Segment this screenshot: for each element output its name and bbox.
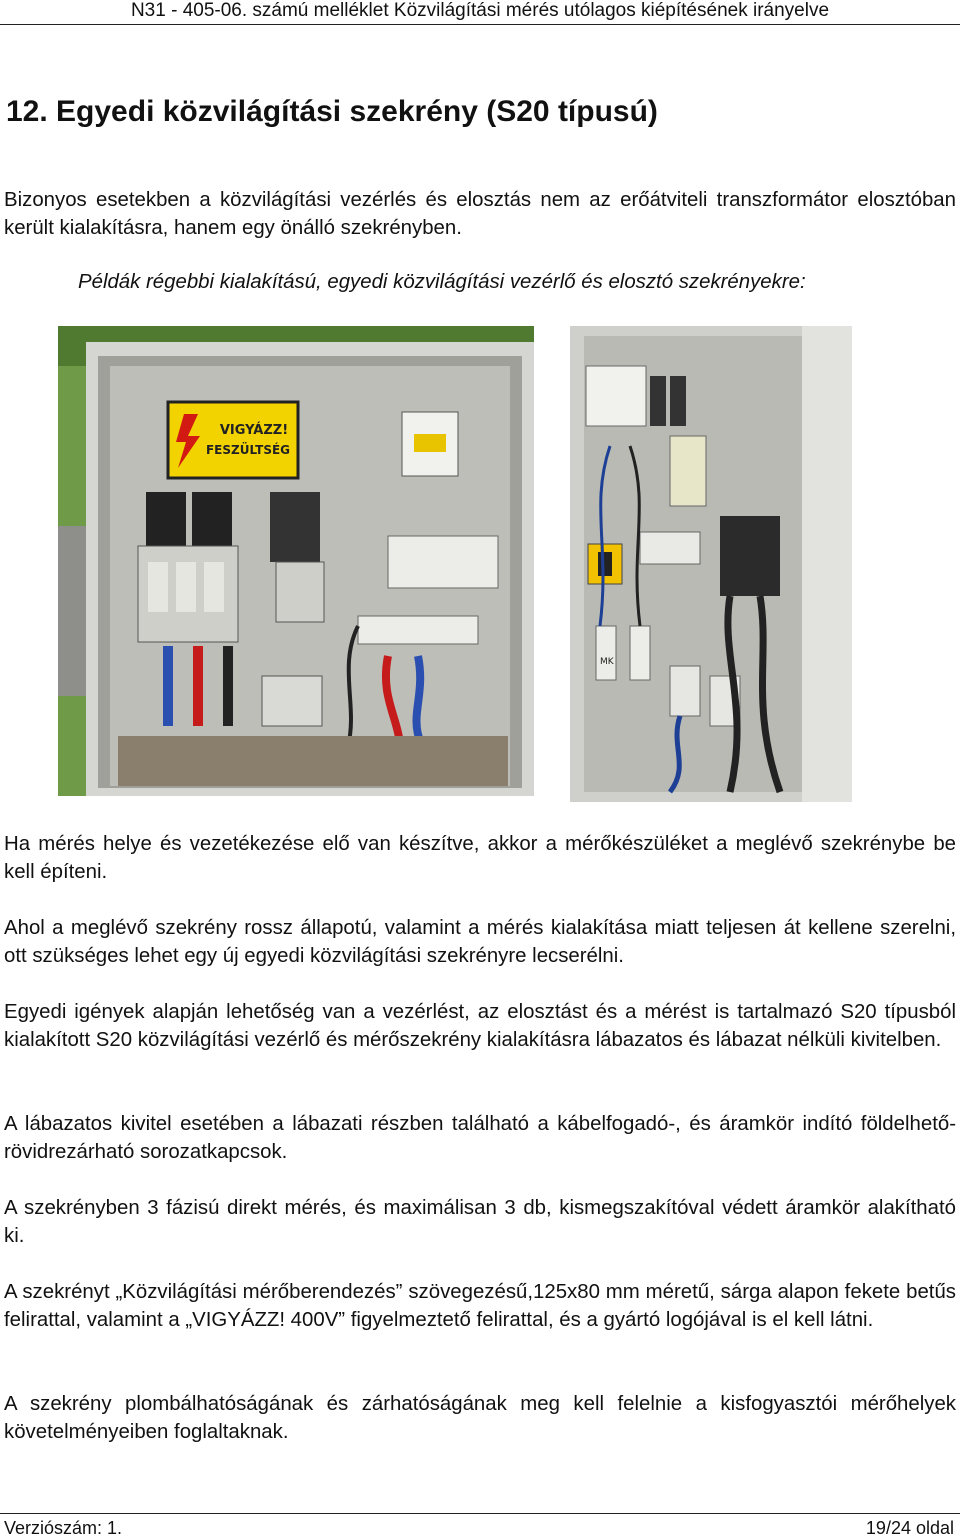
paragraph-3: Egyedi igények alapján lehetőség van a vezérlést, az elosztást és a mérést is tartalmazó S20 típusból kialakított S20 közvilágítási vezérlő és mérőszekrény kialakításra lábazatos és lábazat nélküli kivitelben. bbox=[4, 1001, 956, 1051]
page-header bbox=[0, 0, 960, 25]
paragraph-1: Ha mérés helye és vezetékezése elő van készítve, akkor a mérőkészüléket a meglévő szekrénybe be kell építeni. bbox=[4, 833, 956, 883]
cabinet-photo-1-illustration bbox=[58, 326, 534, 796]
cabinet-photo-2-illustration bbox=[570, 326, 852, 802]
examples-caption: Példák régebbi kialakítású, egyedi közvilágítási vezérlő és elosztó szekrényekre: bbox=[78, 271, 806, 293]
paragraph-6: A szekrényt „Közvilágítási mérőberendezés” szövegezésű,125x80 mm méretű, sárga alapon fekete betűs felirattal, valamint a „VIGYÁZZ! 400V” figyelmeztető felirattal, és a gyártó logójával is el kell látni. bbox=[4, 1281, 956, 1331]
cabinet-photo-2 bbox=[570, 326, 852, 802]
paragraph-7: A szekrény plombálhatóságának és zárhatóságának meg kell felelnie a kisfogyasztói mérőhelyek követelményeiben foglaltaknak. bbox=[4, 1393, 956, 1443]
version-number: Verziószám: 1. bbox=[4, 1518, 123, 1538]
paragraph-4: A lábazatos kivitel esetében a lábazati részben található a kábelfogadó-, és áramkör indító földelhető-rövidrezárható sorozatkapcsok. bbox=[4, 1113, 956, 1163]
photo2-label: MK bbox=[600, 657, 614, 667]
page-number: 19/24 oldal bbox=[865, 1518, 954, 1538]
warning-sign-line1: VIGYÁZZ! bbox=[219, 423, 289, 438]
intro-paragraph: Bizonyos esetekben a közvilágítási vezérlés és elosztás nem az erőátviteli transzformátor elosztóban került kialakításra, hanem egy önálló szekrényben. bbox=[4, 189, 956, 239]
header-text: N31 - 405-06. számú melléklet Közvilágítási mérés utólagos kiépítésének irányelve bbox=[130, 0, 830, 21]
paragraph-2: Ahol a meglévő szekrény rossz állapotú, valamint a mérés kialakítása miatt teljesen át kellene szerelni, ott szükséges lehet egy új egyedi közvilágítási szekrényre lecserélni. bbox=[4, 917, 956, 967]
page-footer bbox=[0, 1513, 960, 1539]
paragraph-5: A szekrényben 3 fázisú direkt mérés, és maximálisan 3 db, kismegszakítóval védett áramkör alakítható ki. bbox=[4, 1197, 956, 1247]
warning-sign-line2: FESZÜLTSÉG bbox=[205, 443, 291, 457]
cabinet-photo-1 bbox=[58, 326, 534, 796]
section-title: 12. Egyedi közvilágítási szekrény (S20 típusú) bbox=[6, 95, 658, 128]
